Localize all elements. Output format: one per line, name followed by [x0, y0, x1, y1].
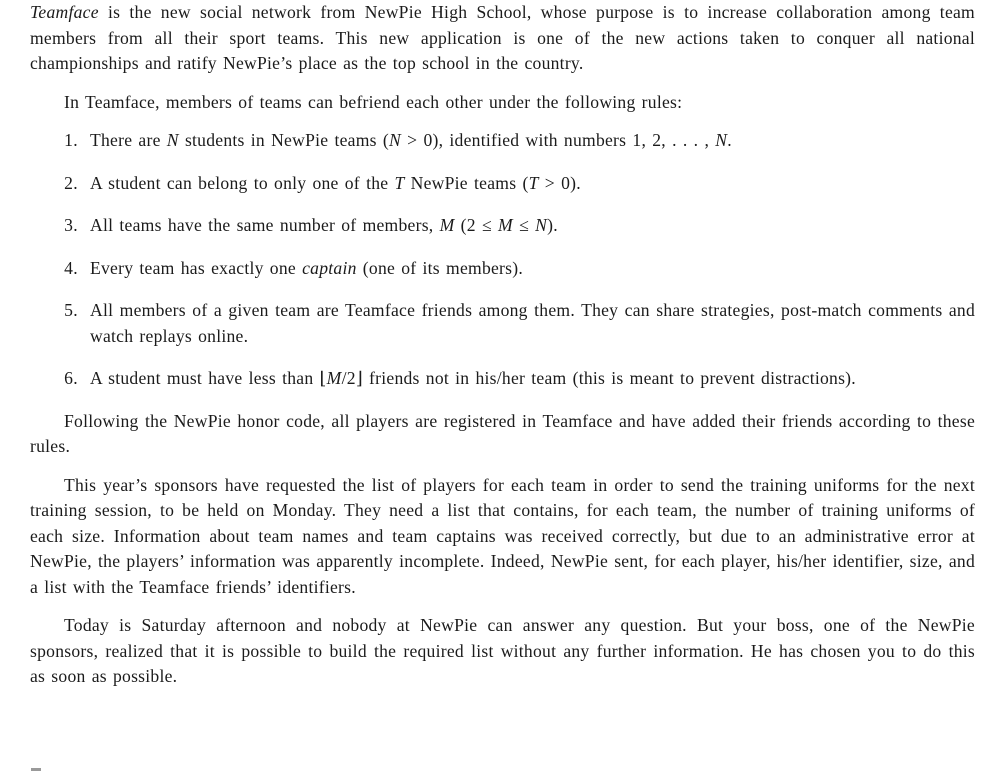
problem-statement-page: [30, 0, 975, 703]
rules-list: [30, 128, 975, 392]
rule-item-5: 5. All members of a given team are Teamface friends among them. They can share strategies, post-match comments and watch replays online.: [84, 298, 975, 349]
intro-paragraph: Teamface is the new social network from NewPie High School, whose purpose is to increase collaboration among team members from all their sport teams. This new application is one of the new actions taken to conquer all national championships and ratify NewPie’s place as the top school in the country.: [30, 2, 975, 73]
cutoff-text-fragment: [31, 768, 41, 771]
honor-code-paragraph: Following the NewPie honor code, all players are registered in Teamface and have added their friends according to these rules.: [30, 410, 975, 456]
sponsors-request-paragraph: This year’s sponsors have requested the list of players for each team in order to send the training uniforms for the next training session, to be held on Monday. They need a list that contains, for each team, the number of training uniforms of each size. Information about team names and team captains was received correctly, but due to an administrative error at NewPie, the players’ information was apparently incomplete. Indeed, NewPie sent, for each player, his/her identifier, size, and a list with the Teamface friends’ identifiers.: [30, 474, 975, 597]
rule-item-3: 3. All teams have the same number of members, M (2 ≤ M ≤ N).: [84, 213, 975, 239]
today-task-paragraph: Today is Saturday afternoon and nobody at NewPie can answer any question. But your boss, one of the NewPie sponsors, realized that it is possible to build the required list without any further information. He has chosen you to do this as soon as possible.: [30, 615, 975, 686]
rules-intro-paragraph: In Teamface, members of teams can befriend each other under the following rules:: [64, 91, 683, 112]
rule-item-4: 4. Every team has exactly one captain (one of its members).: [84, 256, 975, 282]
rule-item-1: 1. There are N students in NewPie teams (N > 0), identified with numbers 1, 2, . . . , N.: [84, 128, 975, 154]
rule-item-2: 2. A student can belong to only one of the T NewPie teams (T > 0).: [84, 171, 975, 197]
rule-item-6: 6. A student must have less than ⌊M/2⌋ friends not in his/her team (this is meant to prevent distractions).: [84, 366, 975, 392]
